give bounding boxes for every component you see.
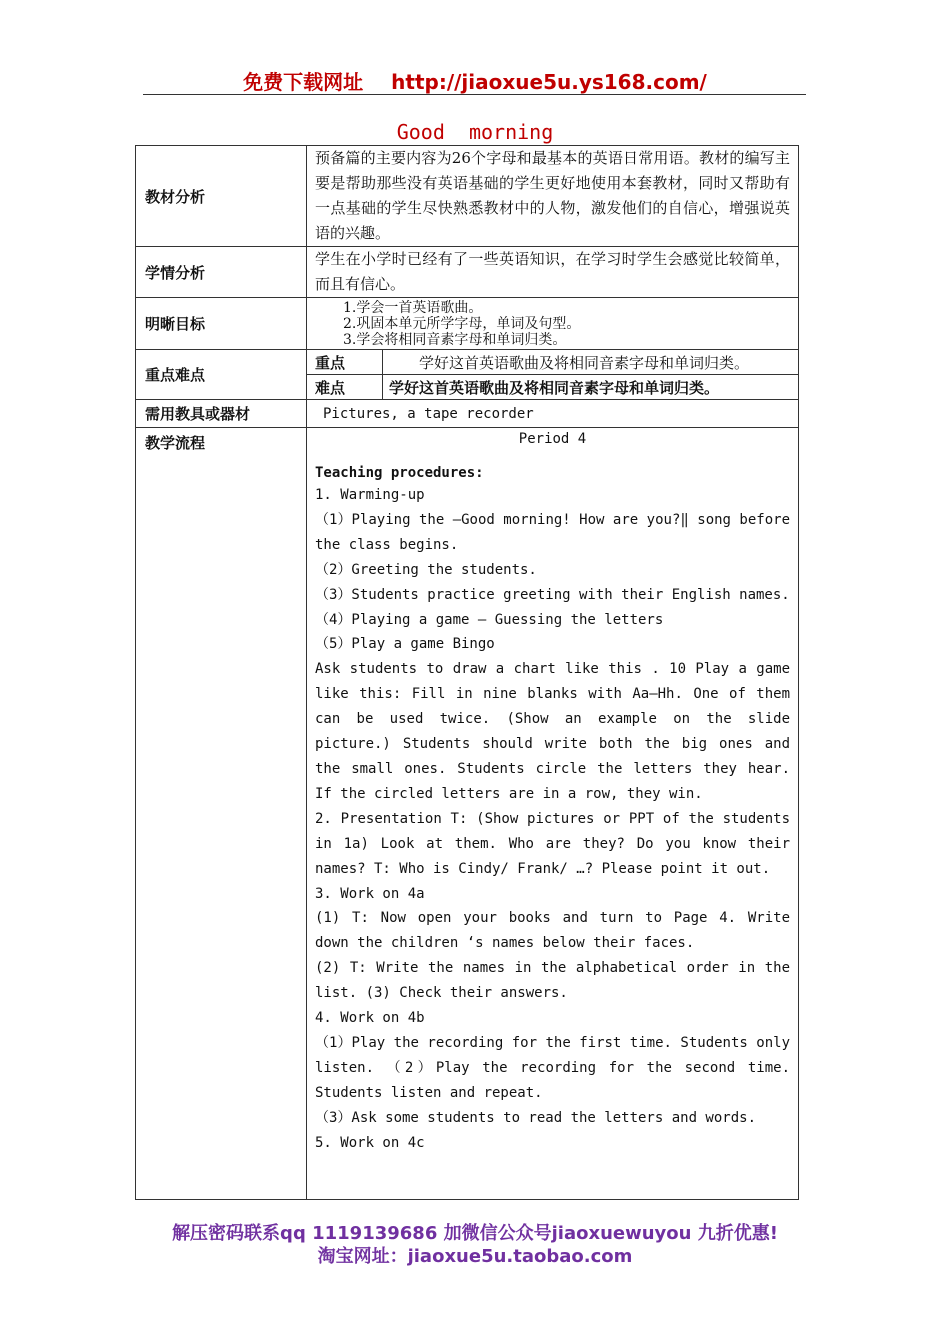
students-label: 学情分析	[136, 247, 307, 298]
process-label: 教学流程	[136, 428, 307, 1200]
footer-shop-url[interactable]: 淘宝网址：jiaoxue5u.taobao.com	[317, 1246, 633, 1267]
key-label: 重点难点	[136, 350, 307, 400]
goal-item: 3.学会将相同音素字母和单词归类。	[343, 331, 567, 348]
row-goals	[136, 298, 799, 350]
header-label: 免费下载网址	[243, 70, 364, 94]
procedure-line: （3）Ask some students to read the letters and words.	[315, 1109, 757, 1126]
header-divider	[143, 94, 806, 95]
focus-label: 重点	[307, 350, 383, 375]
procedure-line: （1）Playing the —Good morning! How are you?‖ song before the class begins.	[315, 511, 791, 553]
procedure-line: （1）Play the recording for the first time. Students only listen. （2）Play the recording for the second time. Students listen and repeat.	[315, 1034, 791, 1101]
document-title: Good morning	[396, 120, 554, 144]
materials-needed-label: 需用教具或器材	[136, 400, 307, 428]
procedure-line: 3. Work on 4a	[315, 885, 425, 902]
process-content	[307, 428, 799, 1200]
period-label: Period 4	[518, 431, 587, 447]
procedure-line: (2) T: Write the names in the alphabetical order in the list. (3) Check their answers.	[315, 960, 791, 1002]
procedure-line: 4. Work on 4b	[315, 1010, 425, 1027]
row-key-focus	[136, 350, 799, 375]
material-text: 预备篇的主要内容为26个字母和最基本的英语日常用语。教材的编写主要是帮助那些没有英语基础的学生更好地使用本套教材，同时又帮助有一点基础的学生尽快熟悉教材中的人物，激发他们的自信心，增强说英语的兴趣。	[307, 146, 799, 247]
lesson-plan-table	[135, 145, 799, 1200]
row-materials-needed	[136, 400, 799, 428]
difficulty-text: 学好这首英语歌曲及将相同音素字母和单词归类。	[383, 375, 799, 400]
materials-needed-text: Pictures, a tape recorder	[307, 400, 799, 428]
focus-text: 学好这首英语歌曲及将相同音素字母和单词归类。	[383, 350, 799, 375]
procedure-line: （2）Greeting the students.	[315, 561, 537, 578]
procedure-line: （4）Playing a game — Guessing the letters	[315, 611, 664, 628]
material-label: 教材分析	[136, 146, 307, 247]
goal-item: 1.学会一首英语歌曲。	[343, 299, 483, 316]
procedure-line: （3）Students practice greeting with their English names.	[315, 586, 790, 603]
students-text: 学生在小学时已经有了一些英语知识，在学习时学生会感觉比较简单，而且有信心。	[307, 247, 799, 298]
goals-list	[307, 298, 799, 350]
procedures-heading: Teaching procedures:	[315, 465, 484, 481]
footer-contact: 解压密码联系qq 1119139686 加微信公众号jiaoxuewuyou 九折优惠!	[172, 1223, 778, 1244]
procedure-line: Ask students to draw a chart like this . 10 Play a game like this: Fill in nine blanks with Aa—Hh. One of them can be used twice. (Show an example on the slide picture.) Students should write both the big ones and the small ones. Students circle the letters they hear. If the circled letters are in a row, they win.	[315, 661, 791, 802]
row-material	[136, 146, 799, 247]
difficulty-label: 难点	[307, 375, 383, 400]
procedure-line: 2. Presentation T: (Show pictures or PPT of the students in 1a) Look at them. Who are they? Do you know their names? T: Who is Cindy/ Frank/ …? Please point it out.	[315, 810, 791, 877]
page-header	[0, 66, 950, 95]
row-process	[136, 428, 799, 1200]
goal-item: 2.巩固本单元所学字母，单词及句型。	[343, 315, 581, 332]
procedure-line: 5. Work on 4c	[315, 1134, 425, 1151]
goals-label: 明晰目标	[136, 298, 307, 350]
procedure-line: 1. Warming-up	[315, 487, 425, 503]
header-url[interactable]: http://jiaoxue5u.ys168.com/	[391, 70, 707, 94]
procedure-line: （5）Play a game Bingo	[315, 636, 495, 653]
procedure-line: (1) T: Now open your books and turn to Page 4. Write down the children ‘s names below their faces.	[315, 910, 791, 952]
row-students	[136, 247, 799, 298]
